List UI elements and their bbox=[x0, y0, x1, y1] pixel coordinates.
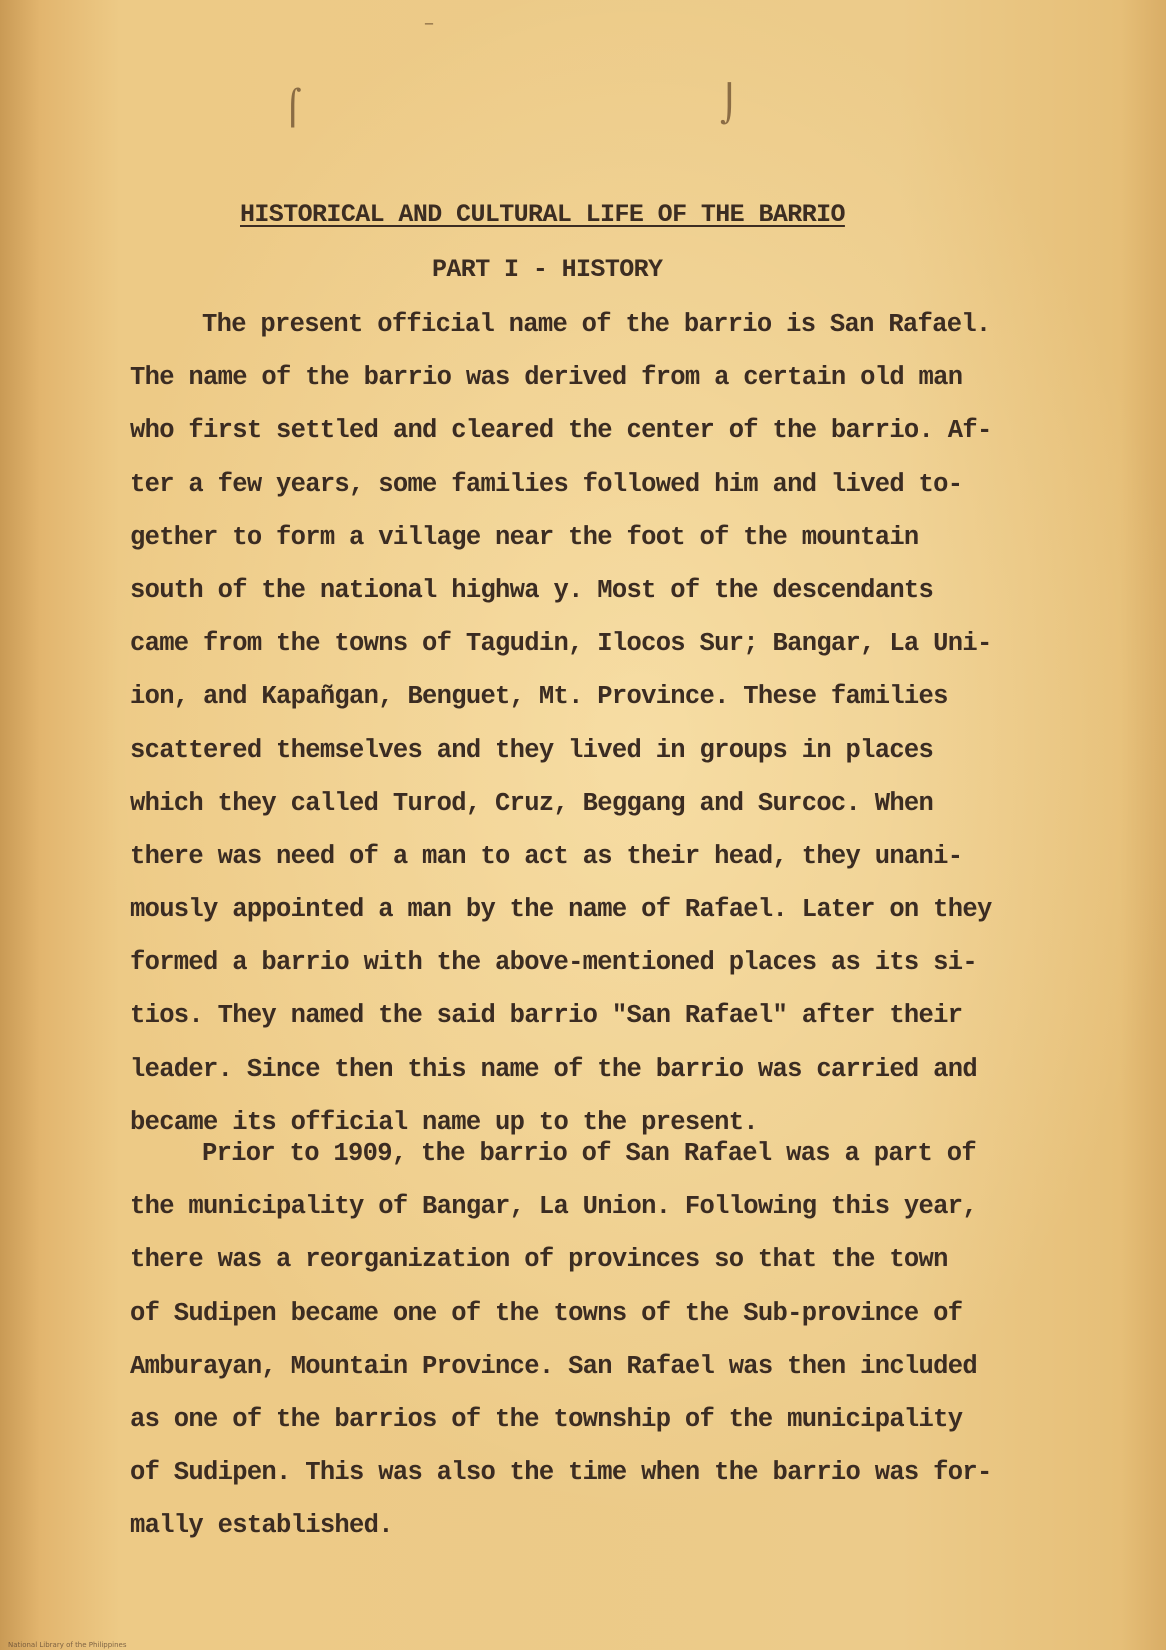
footer-credit: National Library of the Philippines bbox=[8, 1641, 127, 1649]
text-line: mously appointed a man by the name of Rafael. Later on they bbox=[130, 895, 992, 925]
history-paragraph-2 bbox=[130, 1127, 992, 1553]
document-subtitle: PART I - HISTORY bbox=[432, 255, 663, 284]
text-line: ion, and Kapañgan, Benguet, Mt. Province. These families bbox=[130, 682, 948, 712]
document-title: HISTORICAL AND CULTURAL LIFE OF THE BARRIO bbox=[240, 200, 845, 229]
text-line: which they called Turod, Cruz, Beggang and Surcoc. When bbox=[130, 788, 934, 818]
text-line: mally established. bbox=[130, 1511, 393, 1541]
text-line: who first settled and cleared the center of the barrio. Af- bbox=[130, 416, 992, 446]
text-line: formed a barrio with the above-mentioned places as its si- bbox=[130, 948, 977, 978]
text-line: scattered themselves and they lived in groups in places bbox=[130, 735, 934, 765]
text-line: gether to form a village near the foot of the mountain bbox=[130, 522, 919, 552]
text-line: of Sudipen became one of the towns of the Sub-province of bbox=[130, 1298, 963, 1328]
text-line: there was a reorganization of provinces so that the town bbox=[130, 1245, 948, 1275]
text-line: The present official name of the barrio is San Rafael. bbox=[202, 310, 991, 339]
text-line: the municipality of Bangar, La Union. Following this year, bbox=[130, 1192, 977, 1222]
text-line: Prior to 1909, the barrio of San Rafael was a part of bbox=[202, 1139, 976, 1168]
text-line: south of the national highwa y. Most of the descendants bbox=[130, 575, 934, 605]
text-line: The name of the barrio was derived from a certain old man bbox=[130, 363, 963, 393]
history-paragraph-1 bbox=[130, 298, 992, 1149]
text-line: tios. They named the said barrio "San Rafael" after their bbox=[130, 1001, 963, 1031]
text-line: of Sudipen. This was also the time when the barrio was for- bbox=[130, 1458, 992, 1488]
text-line: became its official name up to the present. bbox=[130, 1107, 758, 1137]
text-line: ter a few years, some families followed him and lived to- bbox=[130, 469, 963, 499]
staple-mark-right: ⌡ bbox=[720, 84, 739, 125]
text-line: there was need of a man to act as their head, they unani- bbox=[130, 841, 963, 871]
text-line: leader. Since then this name of the barrio was carried and bbox=[130, 1054, 977, 1084]
staple-mark-left: ⌠ bbox=[284, 88, 302, 128]
top-dash-mark: – bbox=[424, 10, 434, 34]
text-line: Amburayan, Mountain Province. San Rafael was then included bbox=[130, 1351, 977, 1381]
text-line: as one of the barrios of the township of the municipality bbox=[130, 1404, 963, 1434]
text-line: came from the towns of Tagudin, Ilocos Sur; Bangar, La Uni- bbox=[130, 629, 992, 659]
